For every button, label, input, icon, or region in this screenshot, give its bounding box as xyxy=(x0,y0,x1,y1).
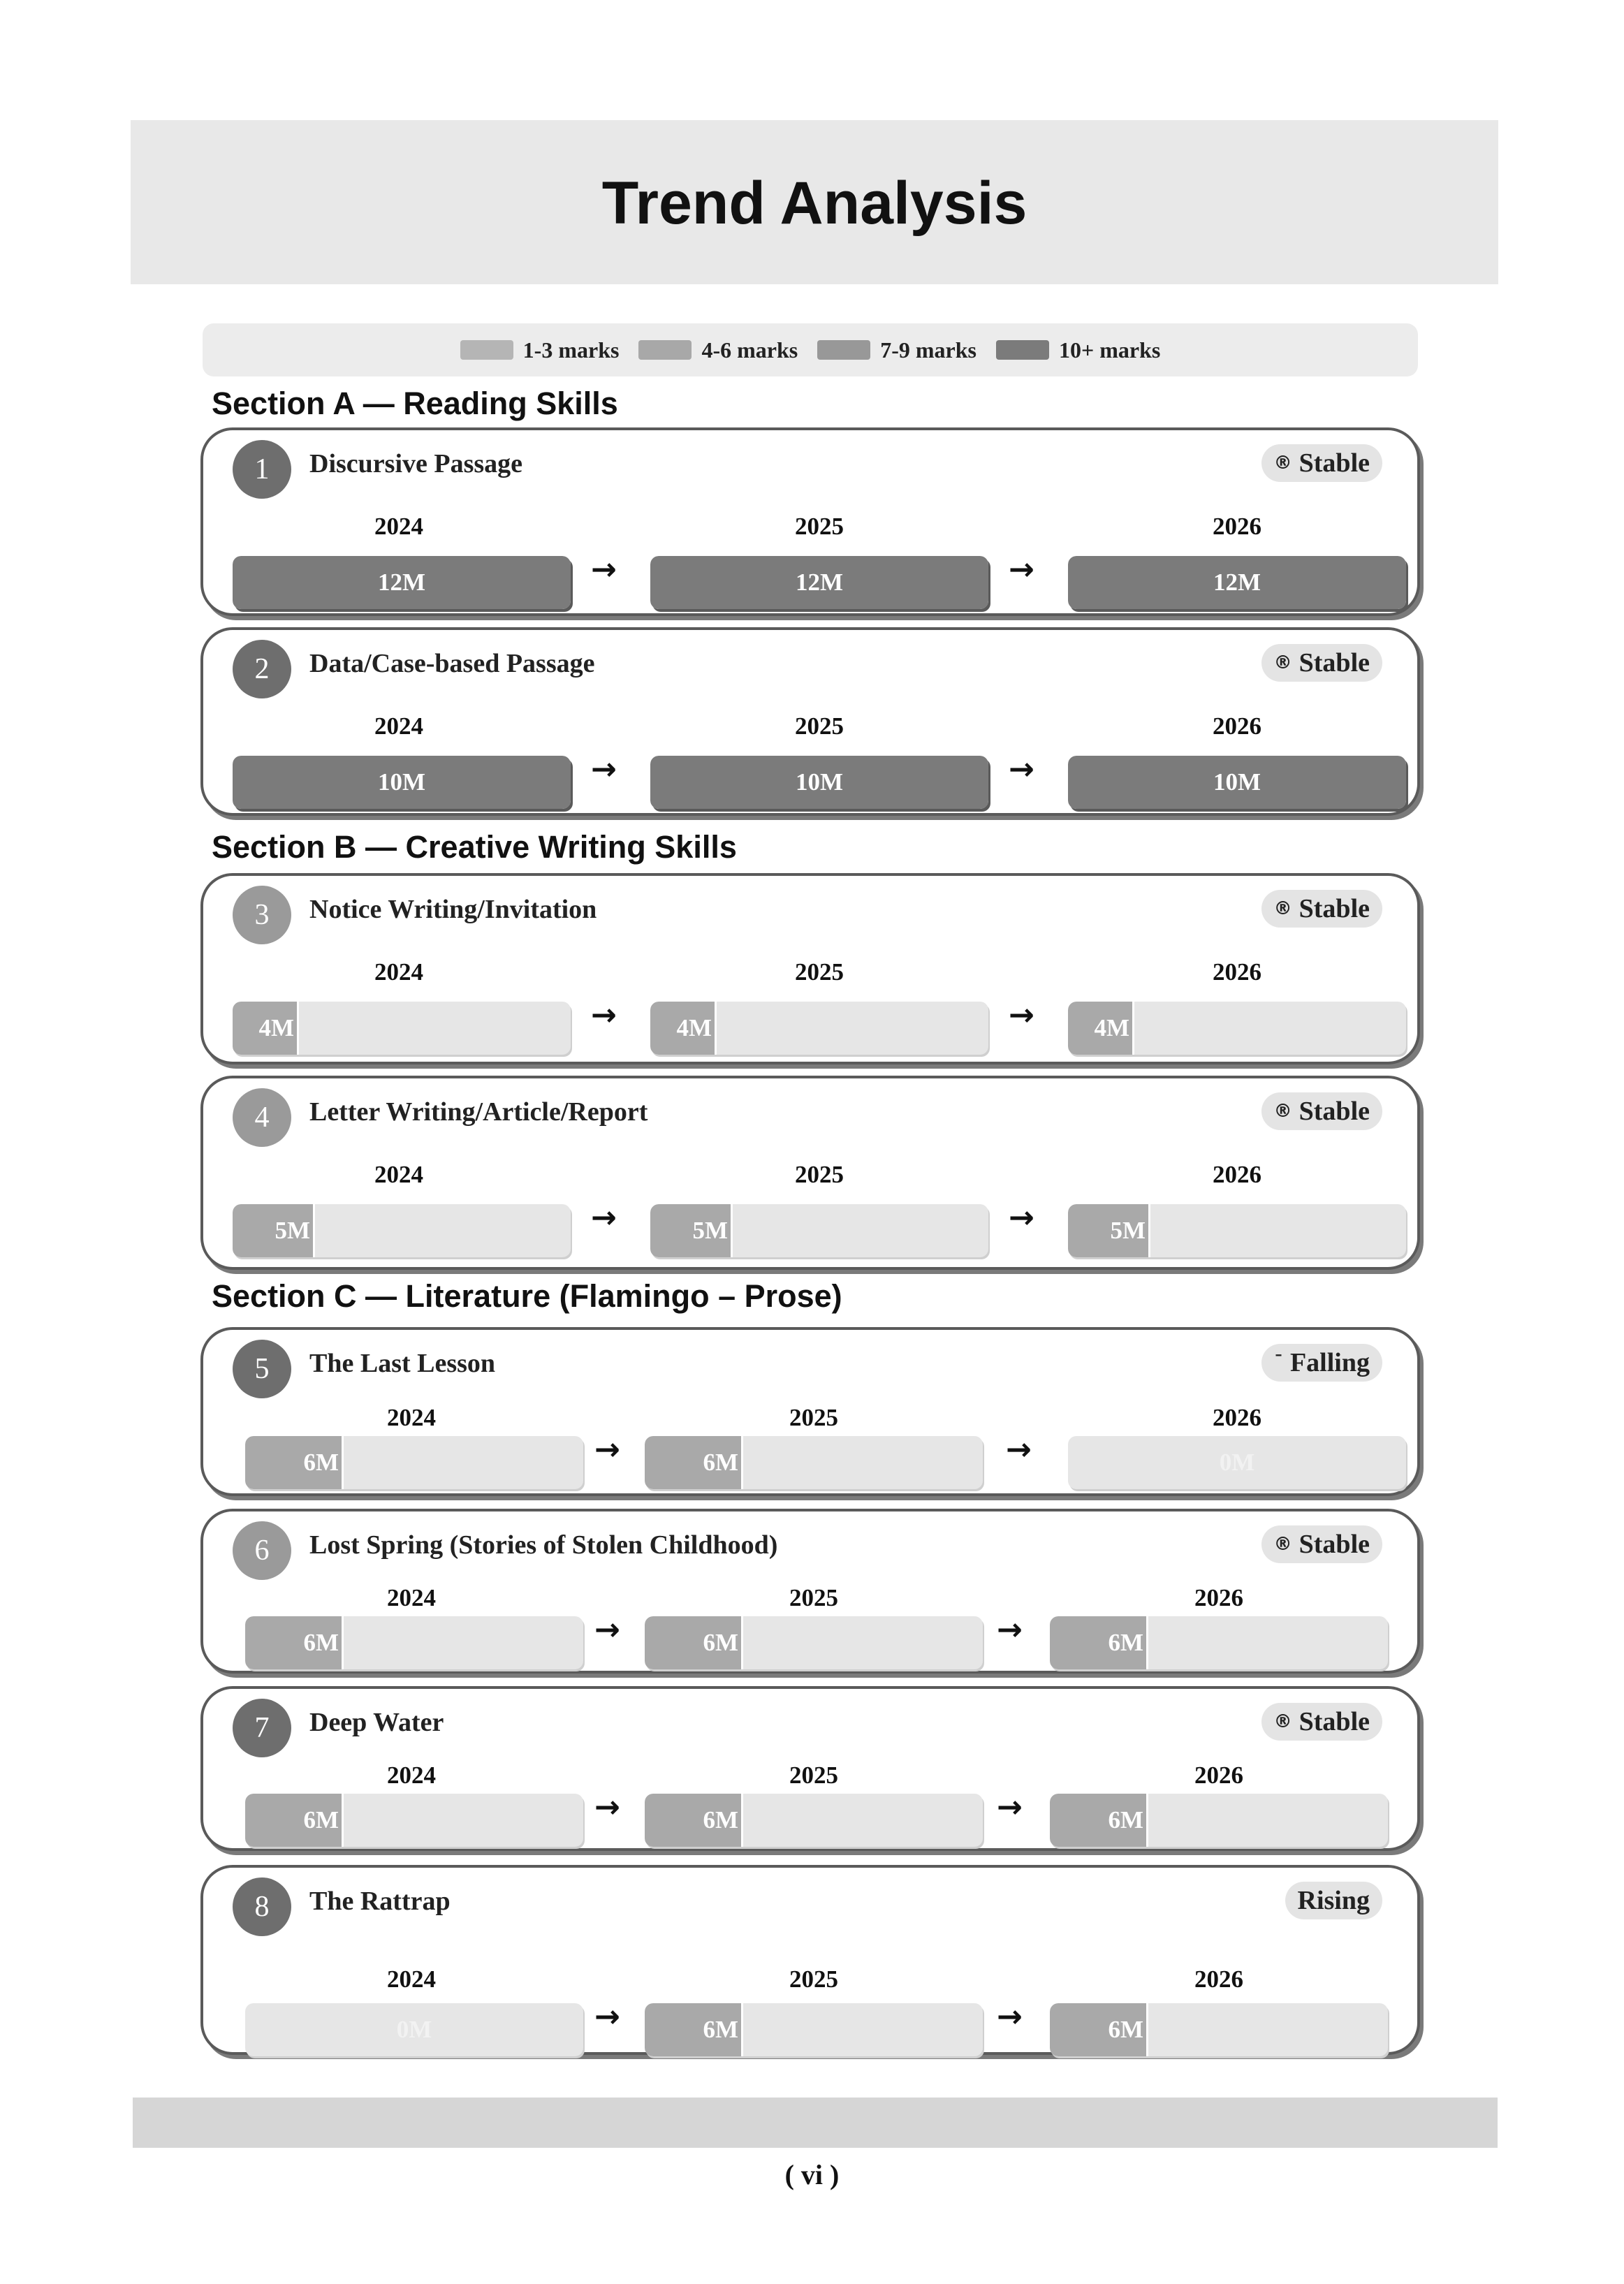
topic-card xyxy=(200,427,1420,616)
marks-value: 6M xyxy=(303,1806,339,1833)
arrow-right-icon: → xyxy=(997,1999,1023,2035)
footer-band xyxy=(133,2098,1498,2148)
marks-bar xyxy=(1050,1616,1388,1669)
marks-value: 10M xyxy=(1213,768,1261,796)
marks-value: 4M xyxy=(1094,1014,1129,1041)
page-number: ( vi ) xyxy=(784,2159,840,2190)
year-label: 2025 xyxy=(789,1404,838,1431)
year-label: 2025 xyxy=(795,1161,844,1188)
year-label: 2024 xyxy=(374,1161,423,1188)
marks-bar xyxy=(1068,1204,1406,1257)
topic-card xyxy=(200,1686,1420,1851)
legend-item xyxy=(460,337,620,363)
trend-badge xyxy=(1261,444,1382,482)
trend-stable-icon: ® xyxy=(1273,1534,1292,1555)
topic-number-badge: 8 xyxy=(233,1877,291,1936)
trend-label: Stable xyxy=(1299,1530,1370,1559)
legend-bar xyxy=(203,323,1418,376)
marks-value: 4M xyxy=(258,1014,294,1041)
marks-bar xyxy=(650,556,988,609)
marks-value: 4M xyxy=(676,1014,712,1041)
marks-bar xyxy=(650,756,988,809)
year-label: 2026 xyxy=(1194,1965,1243,1993)
trend-badge xyxy=(1261,1344,1382,1382)
legend-label: 1-3 marks xyxy=(522,337,620,363)
arrow-right-icon: → xyxy=(594,1999,620,2035)
trend-label: Stable xyxy=(1299,1097,1370,1126)
marks-value: 6M xyxy=(703,1806,738,1833)
topic-card xyxy=(200,1327,1420,1496)
topic-title: The Last Lesson xyxy=(309,1349,496,1378)
marks-bar xyxy=(1050,1794,1388,1847)
legend-item xyxy=(638,337,798,363)
marks-value: 12M xyxy=(377,569,426,596)
year-label: 2024 xyxy=(387,1965,436,1993)
marks-bar xyxy=(1050,2003,1388,2056)
year-label: 2025 xyxy=(795,712,844,740)
arrow-right-icon: → xyxy=(594,1432,620,1467)
arrow-right-icon: → xyxy=(591,752,617,787)
marks-bar xyxy=(645,2003,983,2056)
arrow-right-icon: → xyxy=(591,997,617,1033)
topic-title: Notice Writing/Invitation xyxy=(309,895,597,924)
topic-title: Deep Water xyxy=(309,1708,444,1737)
marks-bar xyxy=(650,1204,988,1257)
section-heading-a: Section A — Reading Skills xyxy=(212,386,618,421)
year-label: 2024 xyxy=(387,1584,436,1611)
arrow-right-icon: → xyxy=(1009,1200,1034,1236)
topic-card xyxy=(200,1076,1420,1270)
topic-title: Discursive Passage xyxy=(309,449,523,478)
marks-value: 6M xyxy=(703,1629,738,1656)
marks-value: 0M xyxy=(1219,1449,1255,1476)
arrow-right-icon: → xyxy=(591,1200,617,1236)
marks-value: 0M xyxy=(396,2016,432,2043)
trend-badge xyxy=(1261,1092,1382,1130)
legend-swatch xyxy=(817,340,870,360)
trend-badge xyxy=(1261,1703,1382,1741)
marks-bar xyxy=(245,1436,583,1489)
marks-value: 12M xyxy=(795,569,844,596)
topic-title: Lost Spring (Stories of Stolen Childhood) xyxy=(309,1530,778,1560)
year-label: 2026 xyxy=(1213,1404,1261,1431)
trend-label: Rising xyxy=(1297,1886,1370,1915)
marks-bar xyxy=(1068,756,1406,809)
marks-bar xyxy=(645,1616,983,1669)
marks-bar xyxy=(645,1436,983,1489)
marks-value: 6M xyxy=(1108,1806,1143,1833)
marks-value: 6M xyxy=(1108,1629,1143,1656)
marks-bar xyxy=(650,1002,988,1055)
topic-number-badge: 3 xyxy=(233,886,291,944)
year-label: 2024 xyxy=(374,712,423,740)
page-title: Trend Analysis xyxy=(601,170,1027,237)
topic-number-badge: 6 xyxy=(233,1521,291,1580)
marks-bar xyxy=(245,2003,583,2056)
year-label: 2024 xyxy=(374,513,423,540)
legend-swatch xyxy=(638,340,692,360)
topic-card xyxy=(200,873,1420,1064)
trend-stable-icon: ® xyxy=(1273,453,1292,474)
topic-number-badge: 2 xyxy=(233,640,291,698)
marks-bar xyxy=(645,1794,983,1847)
trend-badge xyxy=(1285,1882,1382,1919)
marks-value: 12M xyxy=(1213,569,1261,596)
header-band xyxy=(131,120,1498,284)
year-label: 2025 xyxy=(789,1584,838,1611)
marks-bar xyxy=(1068,1436,1406,1489)
topic-number-badge: 4 xyxy=(233,1088,291,1147)
marks-value: 6M xyxy=(303,1449,339,1476)
trend-down-icon: ¯ xyxy=(1273,1352,1283,1373)
year-label: 2024 xyxy=(387,1404,436,1431)
marks-bar xyxy=(233,1002,571,1055)
year-label: 2026 xyxy=(1194,1584,1243,1611)
legend-item xyxy=(817,337,976,363)
arrow-right-icon: → xyxy=(1009,997,1034,1033)
legend-item xyxy=(996,337,1160,363)
legend-label: 4-6 marks xyxy=(701,337,798,363)
arrow-right-icon: → xyxy=(997,1612,1023,1648)
trend-badge xyxy=(1261,1525,1382,1563)
topic-title: The Rattrap xyxy=(309,1887,451,1916)
arrow-right-icon: → xyxy=(594,1612,620,1648)
marks-value: 6M xyxy=(1108,2016,1143,2043)
marks-bar xyxy=(245,1794,583,1847)
arrow-right-icon: → xyxy=(591,552,617,587)
trend-label: Stable xyxy=(1299,648,1370,678)
marks-bar xyxy=(233,756,571,809)
year-label: 2026 xyxy=(1194,1762,1243,1789)
arrow-right-icon: → xyxy=(1009,752,1034,787)
marks-value: 5M xyxy=(1110,1217,1146,1244)
section-heading-b: Section B — Creative Writing Skills xyxy=(212,829,737,865)
year-label: 2026 xyxy=(1213,1161,1261,1188)
legend-swatch xyxy=(460,340,513,360)
marks-value: 5M xyxy=(692,1217,728,1244)
marks-value: 6M xyxy=(703,2016,738,2043)
marks-bar xyxy=(233,556,571,609)
year-label: 2025 xyxy=(795,958,844,986)
marks-value: 10M xyxy=(377,768,426,796)
marks-value: 6M xyxy=(703,1449,738,1476)
marks-bar xyxy=(245,1616,583,1669)
topic-number-badge: 5 xyxy=(233,1340,291,1398)
topic-title: Data/Case-based Passage xyxy=(309,649,595,678)
arrow-right-icon: → xyxy=(1006,1432,1032,1467)
trend-badge xyxy=(1261,644,1382,682)
trend-label: Falling xyxy=(1289,1348,1370,1377)
year-label: 2026 xyxy=(1213,958,1261,986)
year-label: 2026 xyxy=(1213,513,1261,540)
topic-number-badge: 1 xyxy=(233,440,291,499)
trend-label: Stable xyxy=(1299,448,1370,478)
marks-value: 10M xyxy=(795,768,844,796)
trend-label: Stable xyxy=(1299,1707,1370,1736)
topic-card xyxy=(200,1865,1420,2055)
trend-stable-icon: ® xyxy=(1273,1711,1292,1732)
topic-title: Letter Writing/Article/Report xyxy=(309,1097,648,1127)
marks-bar xyxy=(1068,1002,1406,1055)
trend-stable-icon: ® xyxy=(1273,1101,1292,1122)
legend-label: 10+ marks xyxy=(1058,337,1161,363)
trend-label: Stable xyxy=(1299,894,1370,923)
section-heading-c: Section C — Literature (Flamingo – Prose) xyxy=(212,1278,842,1314)
trend-badge xyxy=(1261,890,1382,928)
marks-bar xyxy=(1068,556,1406,609)
marks-value: 5M xyxy=(275,1217,310,1244)
year-label: 2025 xyxy=(789,1762,838,1789)
topic-card xyxy=(200,1509,1420,1674)
trend-stable-icon: ® xyxy=(1273,652,1292,673)
year-label: 2024 xyxy=(387,1762,436,1789)
legend-label: 7-9 marks xyxy=(880,337,976,363)
trend-stable-icon: ® xyxy=(1273,898,1292,919)
arrow-right-icon: → xyxy=(594,1789,620,1825)
year-label: 2025 xyxy=(795,513,844,540)
arrow-right-icon: → xyxy=(997,1789,1023,1825)
topic-number-badge: 7 xyxy=(233,1699,291,1757)
marks-bar xyxy=(233,1204,571,1257)
year-label: 2024 xyxy=(374,958,423,986)
legend-swatch xyxy=(996,340,1049,360)
year-label: 2026 xyxy=(1213,712,1261,740)
topic-card xyxy=(200,627,1420,816)
marks-value: 6M xyxy=(303,1629,339,1656)
year-label: 2025 xyxy=(789,1965,838,1993)
arrow-right-icon: → xyxy=(1009,552,1034,587)
